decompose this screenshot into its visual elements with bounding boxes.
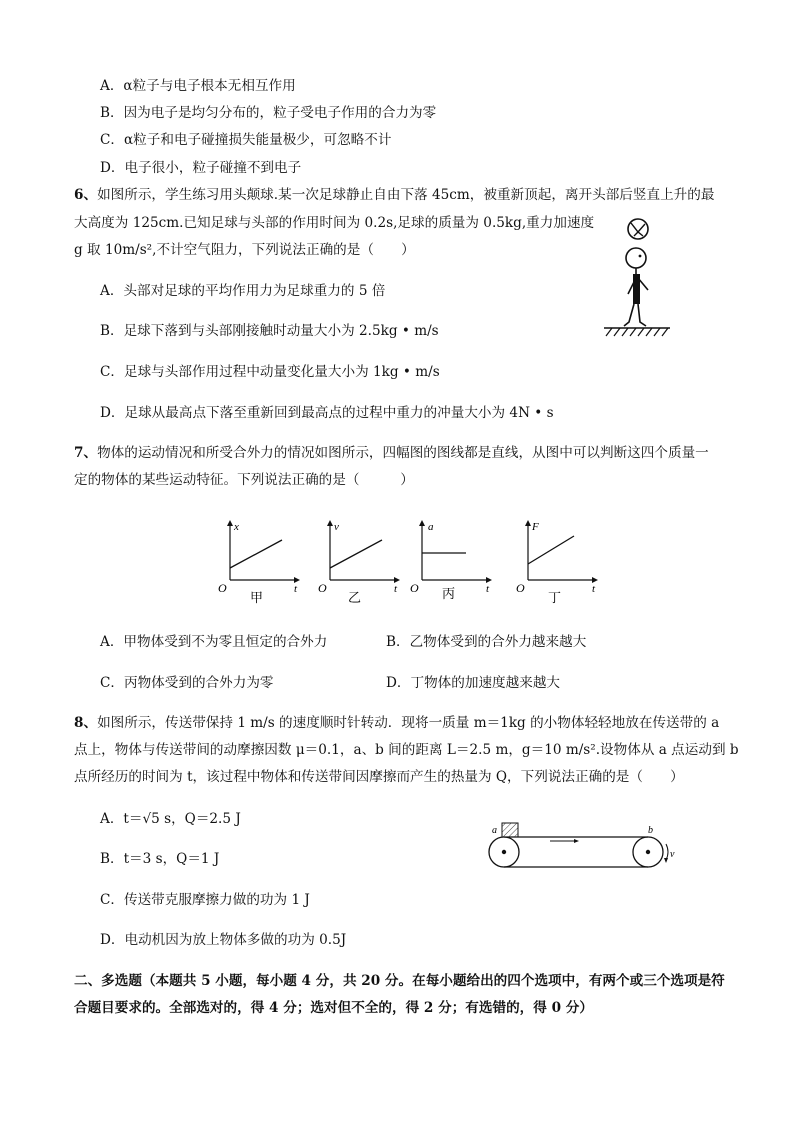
section2-heading-line1: 二、多选题（本题共 5 小题，每小题 4 分，共 20 分。在每小题给出的四个选项中，有两个或三个选项是符 <box>74 973 725 989</box>
q7-stem-line2: 定的物体的某些运动特征。下列说法正确的是（ ） <box>74 472 414 488</box>
graph-bing-ylabel: a <box>428 521 434 533</box>
q5-option-d: D．电子很小，粒子碰撞不到电子 <box>100 160 302 176</box>
q6-number: 6、 <box>74 187 98 203</box>
point-a-label: a <box>492 825 497 836</box>
graph-bing-origin: O <box>410 581 419 595</box>
graph-jia-ylabel: x <box>234 521 239 533</box>
q6-option-d: D．足球从最高点下落至重新回到最高点的过程中重力的冲量大小为 4N • s <box>100 405 554 421</box>
graph-ding <box>512 518 602 606</box>
q7-option-a: A．甲物体受到不为零且恒定的合外力 <box>100 634 328 650</box>
section2-heading-line2: 合题目要求的。全部选对的，得 4 分；选对但不全的，得 2 分；有选错的，得 0 分） <box>74 1000 593 1016</box>
q6-option-b: B．足球下落到与头部刚接触时动量大小为 2.5kg • m/s <box>100 323 439 339</box>
q7-option-d: D．丁物体的加速度越来越大 <box>386 675 561 691</box>
q7-option-c: C．丙物体受到的合外力为零 <box>100 675 274 691</box>
q6-option-a: A．头部对足球的平均作用力为足球重力的 5 倍 <box>100 283 386 299</box>
q6-stem-line3: g 取 10m/s²,不计空气阻力，下列说法正确的是（ ） <box>74 242 415 258</box>
graph-yi-origin: O <box>318 581 327 595</box>
graph-ding-xlabel: t <box>592 583 596 595</box>
graph-bing-caption: 丙 <box>442 586 456 601</box>
graph-yi-xlabel: t <box>394 583 398 595</box>
q7-number: 7、 <box>74 445 98 461</box>
q8-option-c: C．传送带克服摩擦力做的功为 1 J <box>100 892 310 908</box>
q6-stem-line1: 6、如图所示，学生练习用头颠球.某一次足球静止自由下落 45cm，被重新顶起，离开头部后竖直上升的最 <box>74 187 715 203</box>
graph-jia-xlabel: t <box>294 583 298 595</box>
q6-option-c: C．足球与头部作用过程中动量变化量大小为 1kg • m/s <box>100 364 440 380</box>
graph-jia <box>214 518 304 606</box>
q8-stem-line1: 8、如图所示，传送带保持 1 m/s 的速度顺时针转动．现将一质量 m＝1kg 的小物体轻轻地放在传送带的 a <box>74 715 720 731</box>
point-b-label: b <box>648 825 653 836</box>
q8-stem-line3: 点所经历的时间为 t，该过程中物体和传送带间因摩擦而产生的热量为 Q，下列说法正确的是（ ） <box>74 769 684 785</box>
conveyor-belt-figure <box>482 818 682 874</box>
q7-option-b: B．乙物体受到的合外力越来越大 <box>386 634 587 650</box>
header-ball-figure <box>598 214 674 342</box>
q7-stem-line1: 7、物体的运动情况和所受合外力的情况如图所示，四幅图的图线都是直线，从图中可以判断这四个质量一 <box>74 445 709 461</box>
q8-number: 8、 <box>74 715 98 731</box>
velocity-label: v <box>670 849 675 860</box>
q8-option-b: B．t＝3 s，Q＝1 J <box>100 851 220 867</box>
graph-ding-caption: 丁 <box>548 590 562 605</box>
graph-jia-caption: 甲 <box>250 590 264 605</box>
q5-option-c: C．α粒子和电子碰撞损失能量极少，可忽略不计 <box>100 132 392 148</box>
q8-option-d: D．电动机因为放上物体多做的功为 0.5J <box>100 932 347 948</box>
graph-ding-ylabel: F <box>532 521 539 533</box>
graph-bing-xlabel: t <box>486 583 490 595</box>
graph-yi <box>314 518 404 606</box>
graph-yi-caption: 乙 <box>348 590 362 605</box>
graph-ding-origin: O <box>516 581 525 595</box>
q5-option-a: A．α粒子与电子根本无相互作用 <box>100 78 296 94</box>
q5-option-b: B．因为电子是均匀分布的，粒子受电子作用的合力为零 <box>100 105 437 121</box>
graph-yi-ylabel: v <box>334 521 339 533</box>
graph-jia-origin: O <box>218 581 227 595</box>
q8-stem-line2: 点上，物体与传送带间的动摩擦因数 μ＝0.1，a、b 间的距离 L＝2.5 m，g＝10 m/s².设物体从 a 点运动到 b <box>74 742 739 758</box>
q6-stem-line2: 大高度为 125cm.已知足球与头部的作用时间为 0.2s,足球的质量为 0.5kg,重力加速度 <box>74 215 595 231</box>
graph-bing <box>408 518 498 606</box>
q8-option-a: A．t＝√5 s，Q＝2.5 J <box>100 811 241 827</box>
